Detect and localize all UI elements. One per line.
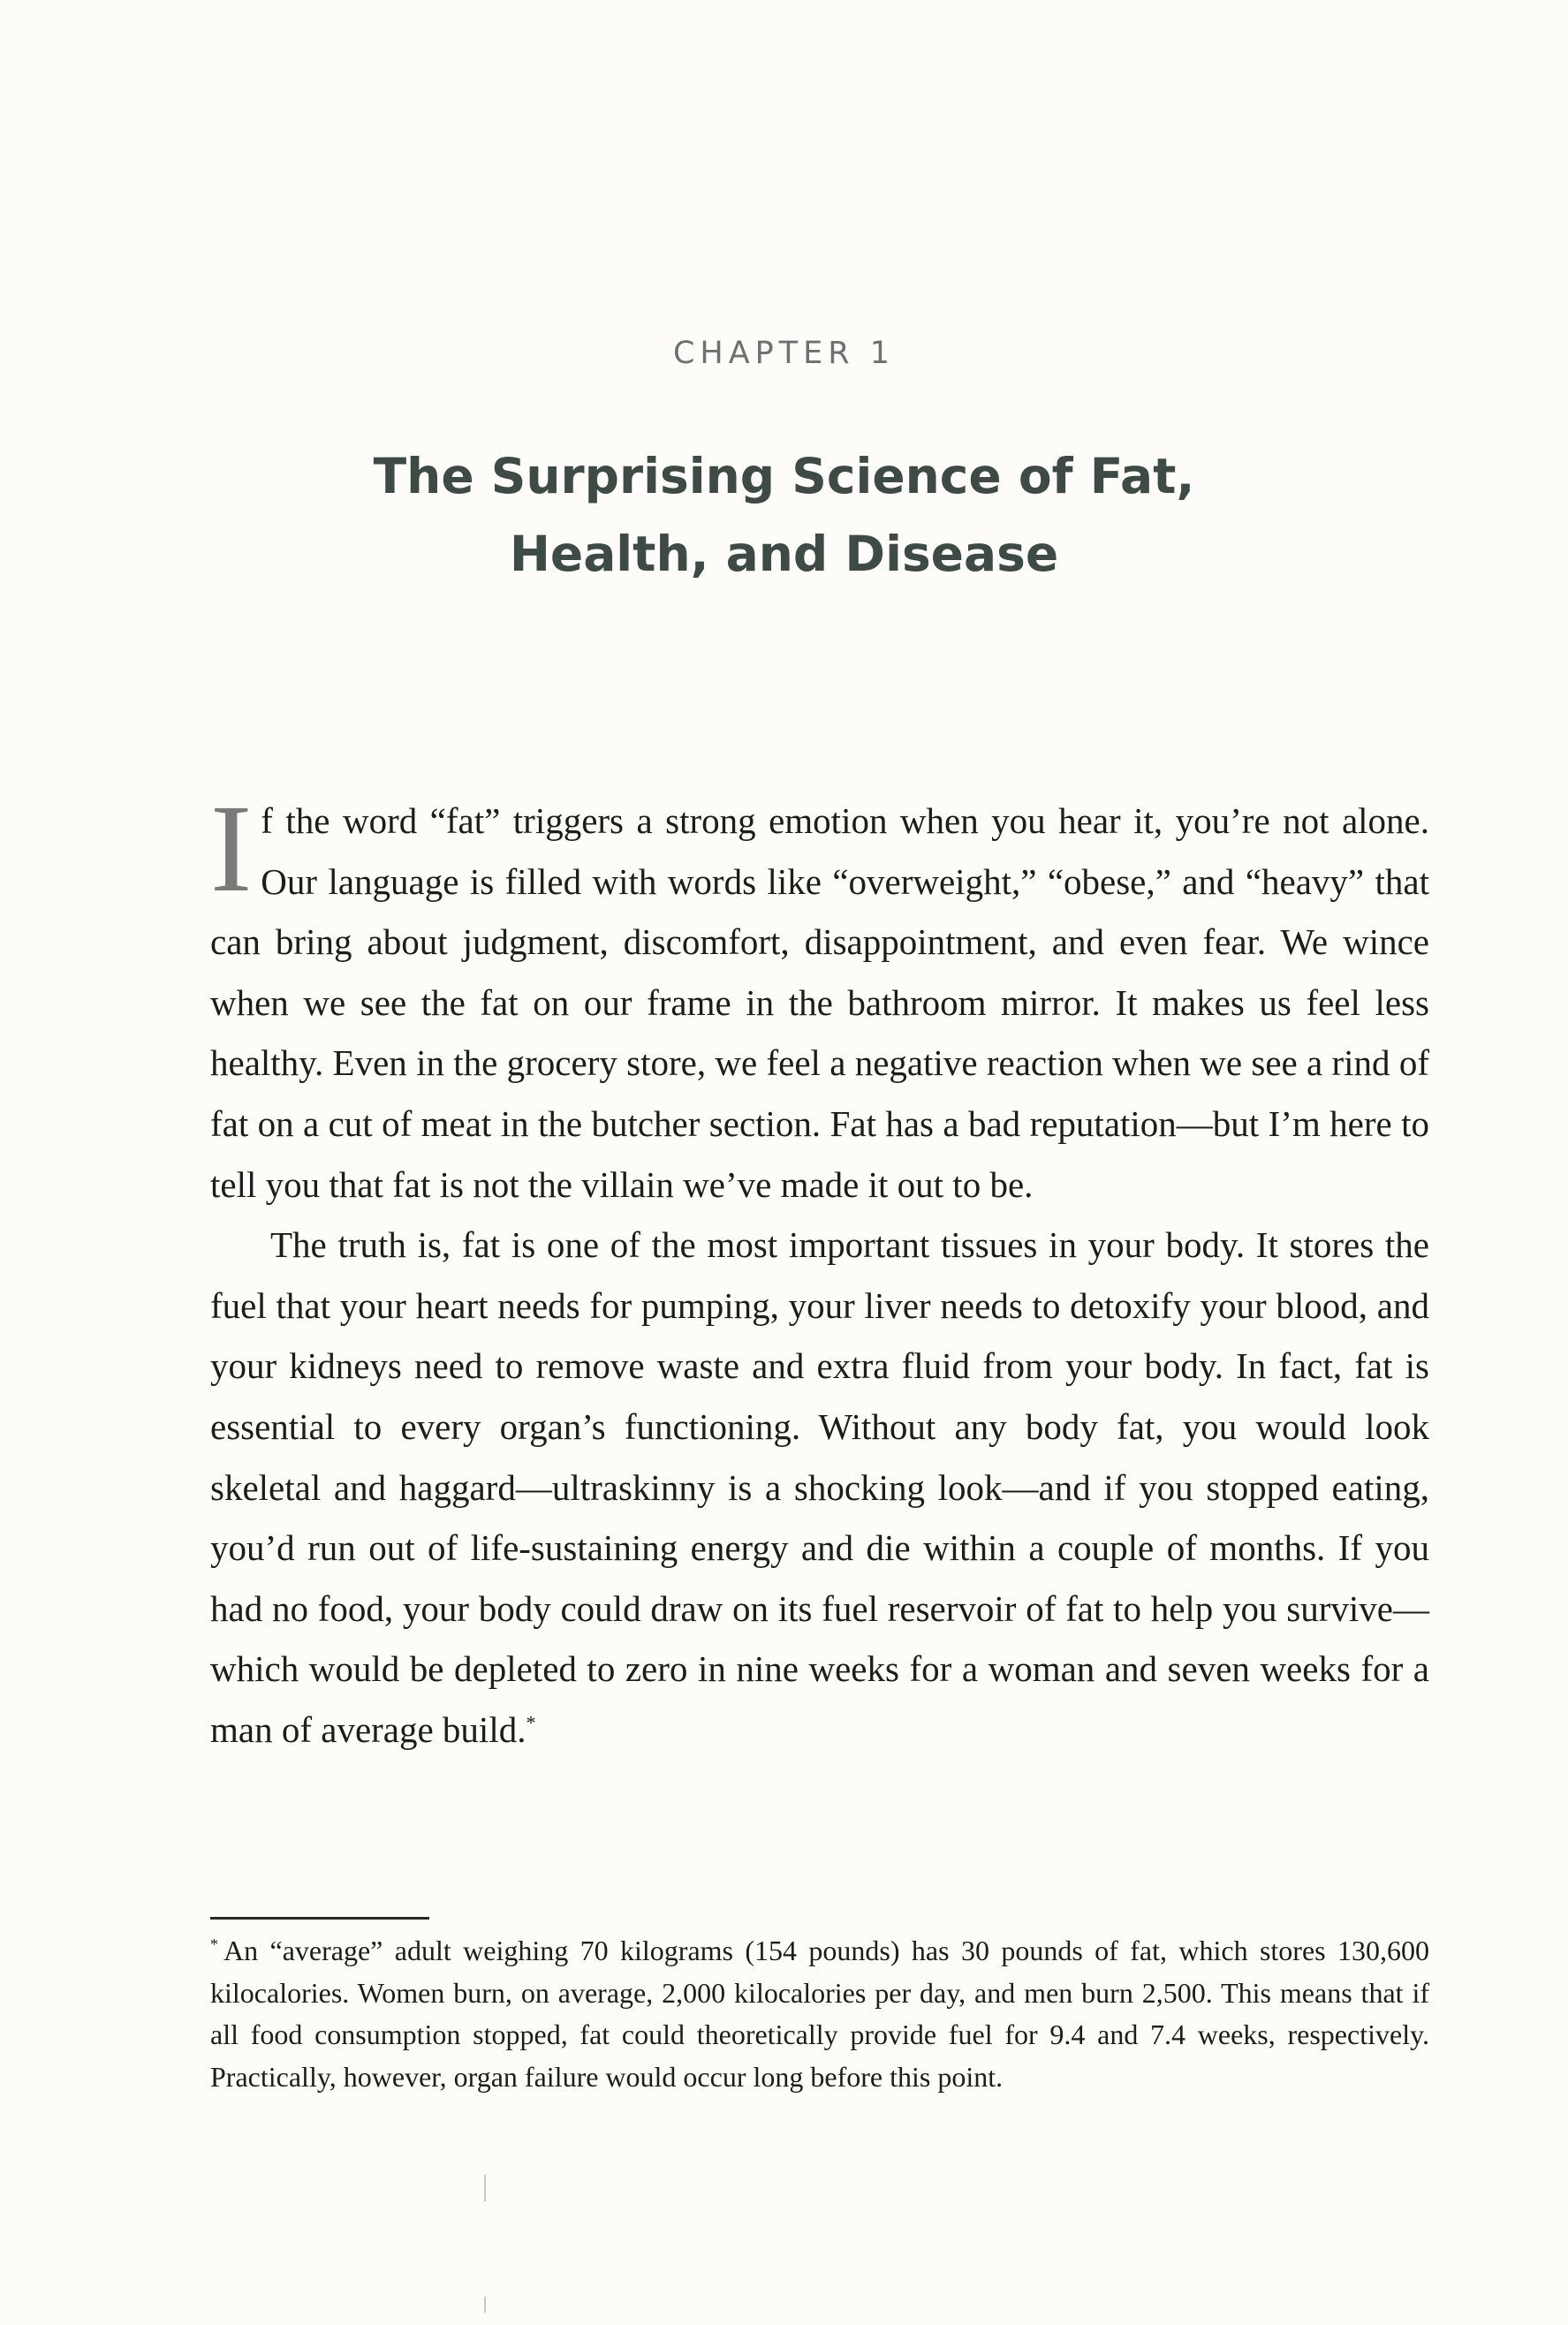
footnote-divider xyxy=(210,1917,429,1920)
paragraph-1 xyxy=(210,778,1429,1215)
drop-cap: I xyxy=(210,778,253,918)
scan-artifact xyxy=(484,2175,486,2201)
footnote xyxy=(210,1930,1429,2098)
paragraph-2-text: The truth is, fat is one of the most important tissues in your body. It stores the fuel that your heart needs for pumping, your liver needs to detoxify your blood, and your kidneys need to remove waste and extra fluid from your body. In fact, fat is essential to every organ’s functioning. Without any body fat, you would look skeletal and haggard—ultraskinny is a shocking look—and if you stopped eating, you’d run out of life-sustaining energy and die within a couple of months. If you had no food, your body could draw on its fuel reservoir of fat to help you survive—which would be depleted to zero in nine weeks for a woman and seven weeks for a man of average build. xyxy=(210,1224,1429,1750)
body-text xyxy=(210,778,1429,1761)
chapter-title-line-2: Health, and Disease xyxy=(509,526,1059,582)
footnote-text: An “average” adult weighing 70 kilograms (154 pounds) has 30 pounds of fat, which stores 130,600 kilocalories. Women burn, on average, 2,000 kilocalories per day, and men burn 2,500. This means that if all food consumption stopped, fat could theoretically provide fuel for 9.4 and 7.4 weeks, respectively. Practically, however, organ failure would occur long before this point. xyxy=(210,1935,1429,2093)
paragraph-1-text: f the word “fat” triggers a strong emotion when you hear it, you’re not alone. Our language is filled with words like “overweight,” “obese,” and “heavy” that can bring about judgment, discomfort, disappointment, and even fear. We wince when we see the fat on our frame in the bathroom mirror. It makes us feel less healthy. Even in the grocery store, we feel a negative reaction when we see a rind of fat on a cut of meat in the butcher section. Fat has a bad reputation—but I’m here to tell you that fat is not the villain we’ve made it out to be. xyxy=(210,800,1429,1205)
chapter-title xyxy=(0,437,1568,593)
chapter-title-line-1: The Surprising Science of Fat, xyxy=(373,448,1195,504)
footnote-reference: * xyxy=(526,1711,536,1734)
paragraph-2 xyxy=(210,1215,1429,1760)
chapter-label: CHAPTER 1 xyxy=(672,336,895,371)
footnote-marker: * xyxy=(210,1935,218,1954)
scan-artifact xyxy=(484,2297,486,2313)
